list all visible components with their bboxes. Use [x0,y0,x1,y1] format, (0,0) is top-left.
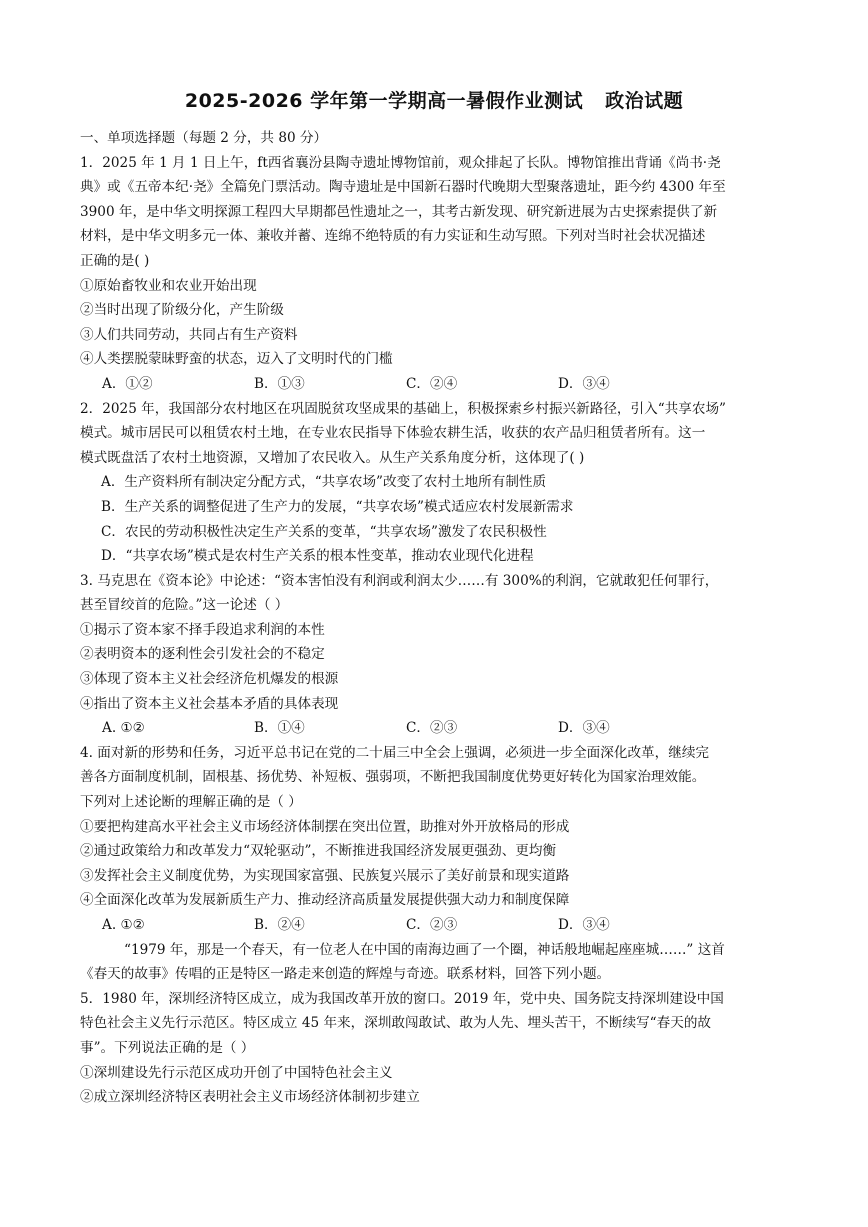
statement-item: ③发挥社会主义制度优势，为实现国家富强、民族复兴展示了美好前景和现实道路 [80,867,570,884]
answer-option-c: C．②③ [406,917,458,933]
material-text-line: “1979 年，那是一个春天，有一位老人在中国的南海边画了一个圈，神话般地崛起座座城……” 这首 [124,941,725,958]
statement-item: ④全面深化改革为发展新质生产力、推动经济高质量发展提供强大动力和制度保障 [80,892,570,909]
answer-option-d: D．③④ [558,720,610,737]
question-text-line: 下列对上述论断的理解正确的是（ ） [80,794,302,811]
statement-item: ①原始畜牧业和农业开始出现 [80,277,257,294]
question-text-line: 模式既盘活了农村土地资源，又增加了农民收入。从生产关系角度分析，这体现了( ) [80,449,585,466]
question-text-line: 1．2025 年 1 月 1 日上午，ft西省襄汾县陶寺遗址博物馆前，观众排起了长队。博物馆推出背诵《尚书·尧 [80,154,721,171]
answer-option-b: B．①④ [254,720,305,737]
question-text-line: 典》或《五帝本纪·尧》全篇免门票活动。陶寺遗址是中国新石器时代晚期大型聚落遗址，距今约 4300 年至 [80,179,726,196]
answer-option-d: D．③④ [558,375,610,392]
statement-item: ④人类摆脱蒙昧野蛮的状态，迈入了文明时代的门槛 [80,351,393,368]
question-text-line: 5．1980 年，深圳经济特区成立，成为我国改革开放的窗口。2019 年，党中央、国务院支持深圳建设中国 [80,990,724,1007]
answer-option-c: C．②③ [406,720,458,737]
answer-option-a: A. ①② [102,720,145,737]
exam-title-main: 2025-2026 学年第一学期高一暑假作业测试 [184,90,584,112]
reading-material [80,938,790,987]
statement-item: ③人们共同劳动，共同占有生产资料 [80,326,298,343]
answer-options [80,913,790,938]
statement-item: ①揭示了资本家不择手段追求利润的本性 [80,621,325,638]
statement-item: ③体现了资本主义社会经济危机爆发的根源 [80,671,339,688]
question-1 [80,151,790,397]
question-text-line: 正确的是( ) [80,252,150,269]
answer-option-b: B．①③ [254,375,305,392]
answer-option-a: A. ①② [102,917,145,933]
answer-option-a: A．生产资料所有制决定分配方式，“共享农场”改变了农村土地所有制性质 [101,474,547,491]
answer-options [80,716,790,741]
answer-option-d: D．③④ [558,917,610,933]
question-text-line: 事”。下列说法正确的是（ ） [80,1039,255,1056]
question-2 [80,397,790,569]
exam-title [0,86,868,113]
question-text-line: 特色社会主义先行示范区。特区成立 45 年来，深圳敢闯敢试、敢为人先、埋头苦干，不断续写“春天的故 [80,1015,712,1032]
statement-item: ②通过政策给力和改革发力“双轮驱动”，不断推进我国经济发展更强劲、更均衡 [80,843,557,860]
question-text-line: 3900 年，是中华文明探源工程四大早期都邑性遗址之一，其考古新发现、研究新进展为古史探索提供了新 [80,203,718,220]
statement-item: ②表明资本的逐利性会引发社会的不稳定 [80,646,325,663]
answer-option-c: C．农民的劳动积极性决定生产关系的变革，“共享农场”激发了农民积极性 [101,523,547,540]
question-text-line: 4. 面对新的形势和任务，习近平总书记在党的二十届三中全会上强调，必须进一步全面深化改革，继续完 [80,744,710,761]
question-text-line: 2．2025 年，我国部分农村地区在巩固脱贫攻坚成果的基础上，积极探索乡村振兴新路径，引入“共享农场” [80,400,726,417]
statement-item: ②当时出现了阶级分化，产生阶级 [80,302,284,319]
answer-option-d: D．“共享农场”模式是农村生产关系的根本性变革，推动农业现代化进程 [101,548,534,565]
answer-options [80,372,790,397]
answer-option-c: C．②④ [406,375,458,392]
question-text-line: 材料，是中华文明多元一体、兼收并蓄、连绵不绝特质的有力实证和生动写照。下列对当时社会状况描述 [80,228,706,245]
question-text-line: 3. 马克思在《资本论》中论述：“资本害怕没有利润或利润太少……有 300%的利润，它就敢犯任何罪行， [80,572,719,589]
question-text-line: 善各方面制度机制，固根基、扬优势、补短板、强弱项，不断把我国制度优势更好转化为国家治理效能。 [80,769,706,786]
statement-item: ①要把构建高水平社会主义市场经济体制摆在突出位置，助推对外开放格局的形成 [80,818,570,835]
question-5 [80,987,790,1110]
exam-title-subject: 政治试题 [605,90,684,112]
question-4 [80,741,790,938]
section-heading: 一、单项选择题（每题 2 分，共 80 分） [80,130,328,146]
question-text-line: 甚至冒绞首的危险。”这一论述（ ） [80,597,289,614]
question-3 [80,569,790,741]
material-text-line: 《春天的故事》传唱的正是特区一路走来创造的辉煌与奇迹。联系材料，回答下列小题。 [80,966,611,983]
answer-option-a: A．①② [102,375,153,392]
statement-item: ①深圳建设先行示范区成功开创了中国特色社会主义 [80,1064,393,1081]
answer-option-b: B．生产关系的调整促进了生产力的发展，“共享农场”模式适应农村发展新需求 [101,498,574,515]
question-text-line: 模式。城市居民可以租赁农村土地，在专业农民指导下体验农耕生活，收获的农产品归租赁者所有。这一 [80,425,706,442]
exam-content [80,126,790,1110]
statement-item: ④指出了资本主义社会基本矛盾的具体表现 [80,695,339,712]
statement-item: ②成立深圳经济特区表明社会主义市场经济体制初步建立 [80,1089,420,1106]
answer-option-b: B．②④ [254,917,305,933]
